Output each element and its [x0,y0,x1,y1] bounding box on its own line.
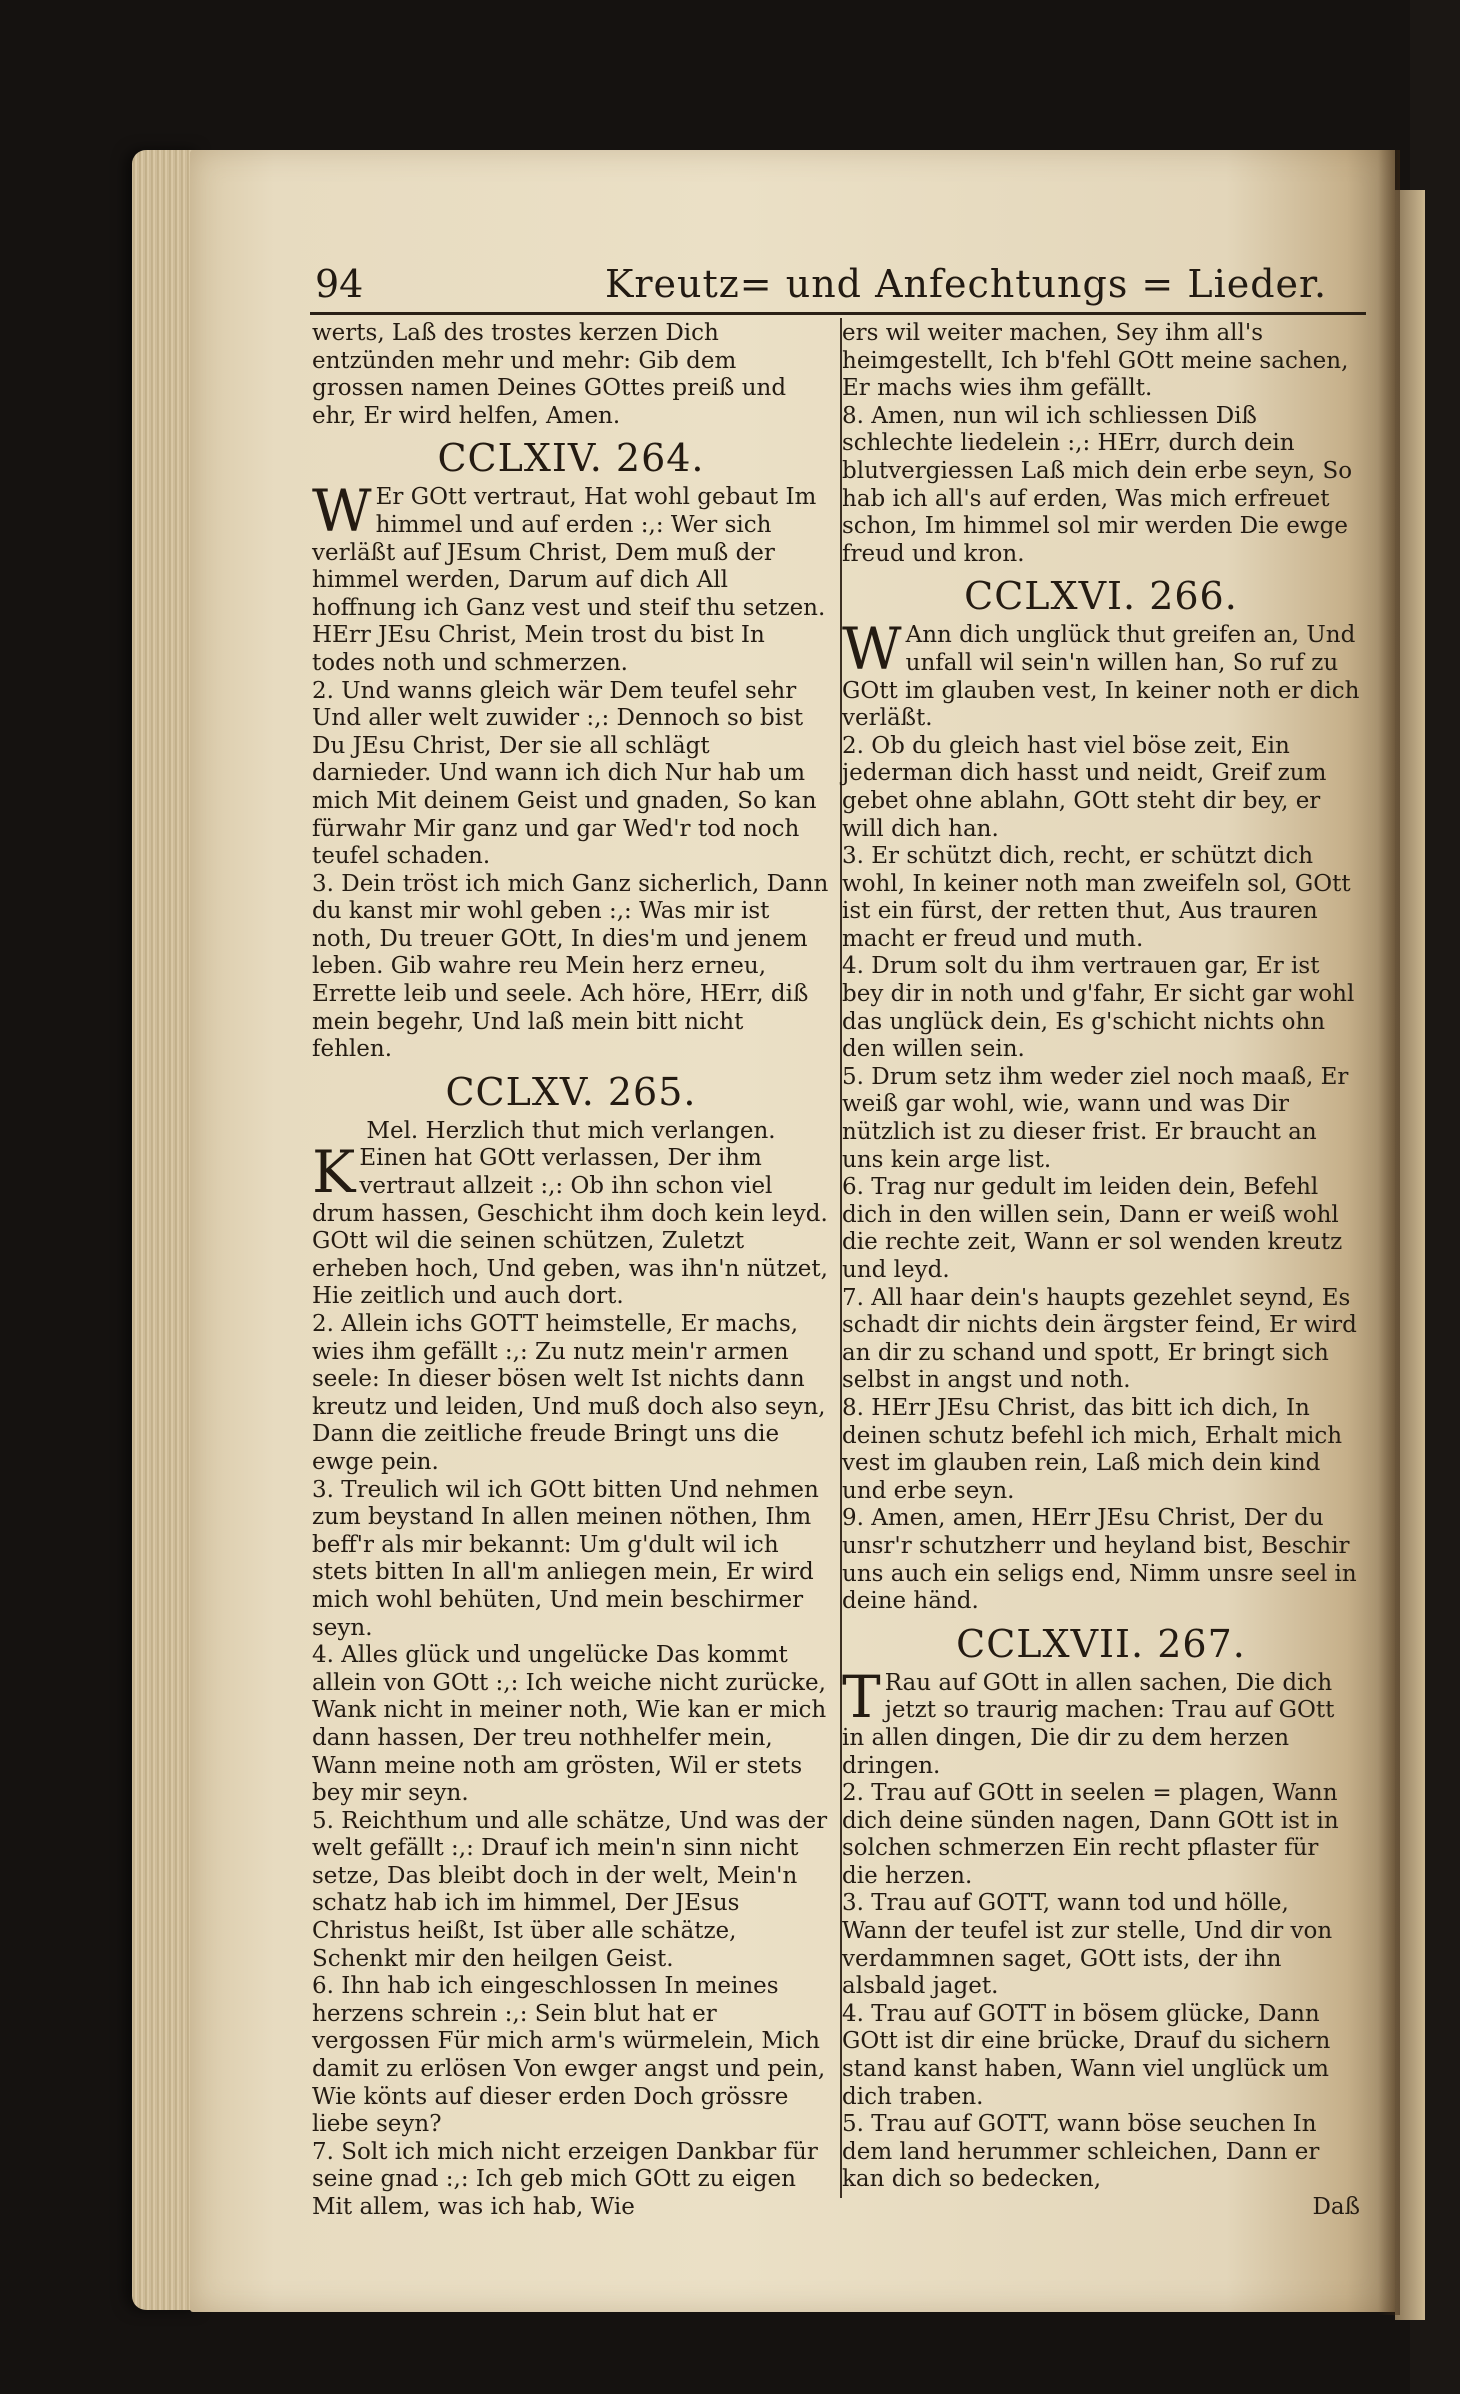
hymn-266-verse-8: 8. HErr JEsu Christ, das bitt ich dich, In deinen schutz befehl ich mich, Erhalt mich vest im glauben rein, Laß mich dein kind und erbe seyn. [842,1394,1343,1504]
hymn-266-verse-7: 7. All haar dein's haupts gezehlet seynd, Es schadt dir nichts dein ärgster feind, Er wird an dir zu schand und spott, Er bringt sich selbst in angst und noth. [842,1284,1357,1394]
hymn-265-verse-2: 2. Allein ichs GOTT heimstelle, Er machs, wies ihm gefällt :,: Zu nutz mein'r armen seele: In dieser bösen welt Ist nichts dann kreutz und leiden, Und muß doch also seyn, Dann die zeitliche freude Bringt uns die ewge pein. [312,1311,826,1475]
left-column [312,320,830,2222]
hymn-265-verse-3: 3. Treulich wil ich GOtt bitten Und nehmen zum beystand In allen meinen nöthen, Ihm beff'r als mir bekannt: Um g'dult wil ich stets bitten In all'm anliegen mein, Er wird mich wohl behüten, Und mein beschirmer seyn. [312,1476,819,1641]
hymn-265-number: CCLXV. 265. [445,1069,697,1114]
hymn-265-verse-1 [312,1138,830,1311]
hymn-266-verse-3: 3. Er schützt dich, recht, er schützt dich wohl, In keiner noth man zweifeln sol, GOtt ist ein fürst, der retten thut, Aus trauren macht er freud und muth. [842,843,1351,952]
dropcap: K [312,1138,356,1207]
hymn-267-verse-5: 5. Trau auf GOTT, wann böse seuchen In dem land herummer schleichen, Dann er kan dich so bedecken, [842,2111,1320,2193]
verse-text: Einen hat GOtt verlassen, Der ihm vertraut allzeit :,: Ob ihn schon viel drum hassen, Geschicht ihm doch kein leyd. GOtt wil die seinen schützen, Zuletzt erheben hoch, Und geben, was ihn'n nützet, Hie zeitlich und auch dort. [312,1145,828,1310]
hymn-267-number: CCLXVII. 267. [956,1621,1246,1666]
hymn-264-verse-1 [312,477,830,677]
page-number: 94 [315,262,364,306]
running-head: Kreutz= und Anfechtungs = Lieder. [605,262,1328,306]
verse-text: Rau auf GOtt in allen sachen, Die dich jetzt so traurig machen: Trau auf GOtt in allen dingen, Die dir zu dem herzen dringen. [842,1669,1335,1779]
hymn-264-verse-2: 2. Und wanns gleich wär Dem teufel sehr Und aller welt zuwider :,: Dennoch so bist Du JEsu Christ, Der sie all schlägt darnieder. Und wann ich dich Nur hab um mich Mit deinem Geist und gnaden, So kan fürwahr Mir ganz und gar Wed'r tod noch teufel schaden. [312,677,817,870]
verse-text: Er GOtt vertraut, Hat wohl gebaut Im himmel und auf erden :,: Wer sich verläßt auf JEsum Christ, Dem muß der himmel werden, Darum auf dich All hoffnung ich Ganz vest und steif thu setzen. HErr JEsu Christ, Mein trost du bist In todes noth und schmerzen. [312,484,826,676]
hymn-264-number: CCLXIV. 264. [437,436,705,481]
dropcap: W [842,615,902,684]
hymn-265-verse-8: 8. Amen, nun wil ich schliessen Diß schlechte liedelein :,: HErr, durch dein blutvergiessen Laß mich dein erbe seyn, So hab ich all's auf erden, Was mich erfreuet schon, Im himmel sol mir werden Die ewge freud und kron. [842,402,1353,567]
hymn-265-melody: Mel. Herzlich thut mich verlangen. [366,1117,776,1144]
hymn-266-verse-6: 6. Trag nur gedult im leiden dein, Befehl dich in den willen sein, Dann er weiß wohl die rechte zeit, Wann er sol wenden kreutz und leyd. [842,1174,1343,1283]
hymn-265-verse-4: 4. Alles glück und ungelücke Das kommt allein von GOtt :,: Ich weiche nicht zurücke, Wank nicht in meiner noth, Wie kan er mich dann hassen, Der treu nothhelfer mein, Wann meine noth am grösten, Wil er stets bey mir seyn. [312,1642,827,1807]
page-header [315,262,1365,312]
hymn-266-verse-5: 5. Drum setz ihm weder ziel noch maaß, Er weiß gar wohl, wie, wann und was Dir nützlich ist zu dieser frist. Er braucht an uns kein arge list. [842,1063,1349,1173]
intro-verse-end: werts, Laß des trostes kerzen Dich entzünden mehr und mehr: Gib dem grossen namen Deines GOttes preiß und ehr, Er wird helfen, Amen. [312,320,787,429]
header-rule [310,312,1366,315]
hymn-265-verse-5: 5. Reichthum und alle schätze, Und was der welt gefällt :,: Drauf ich mein'n sinn nicht setze, Das bleibt doch in der welt, Mein'n schatz hab ich im himmel, Der JEsus Christus heißt, Ist über alle schätze, Schenkt mir den heilgen Geist. [312,1807,828,1972]
dropcap: W [312,477,372,546]
hymn-265-verse-7: 7. Solt ich mich nicht erzeigen Dankbar für seine gnad :,: Ich geb mich GOtt zu eigen Mit allem, was ich hab, Wie [312,2138,818,2220]
hymn-267-verse-1 [842,1662,1360,1780]
hymn-267-verse-4: 4. Trau auf GOTT in bösem glücke, Dann GOtt ist dir eine brücke, Drauf du sichern stand kanst haben, Wann viel unglück um dich traben. [842,2000,1331,2110]
hymn-265-verse-7-cont: ers wil weiter machen, Sey ihm all's heimgestellt, Ich b'fehl GOtt meine sachen, Er machs wies ihm gefällt. [842,320,1349,402]
catchword: Daß [1312,2194,1360,2220]
hymn-267-verse-3: 3. Trau auf GOTT, wann tod und hölle, Wann der teufel ist zur stelle, Und dir von verdammnen saget, GOtt ists, der ihn alsbald jaget. [842,1890,1333,2000]
hymn-266-verse-1 [842,615,1360,732]
verse-text: Ann dich unglück thut greifen an, Und unfall wil sein'n willen han, So ruf zu GOtt im glauben vest, In keiner noth er dich verläßt. [842,622,1360,732]
hymn-267-verse-2: 2. Trau auf GOtt in seelen = plagen, Wann dich deine sünden nagen, Dann GOtt ist in solchen schmerzen Ein recht pflaster für die herzen. [842,1780,1339,1889]
hymn-266-verse-2: 2. Ob du gleich hast viel böse zeit, Ein jederman dich hasst und neidt, Greif zum gebet ohne ablahn, GOtt steht dir bey, er will dich han. [842,732,1327,842]
hymn-265-verse-6: 6. Ihn hab ich eingeschlossen In meines herzens schrein :,: Sein blut hat er vergossen Für mich arm's würmelein, Mich damit zu erlösen Von ewger angst und pein, Wie könts auf dieser erden Doch grössre liebe seyn? [312,1973,826,2138]
hymn-266-verse-9: 9. Amen, amen, HErr JEsu Christ, Der du unsr'r schutzherr und heyland bist, Beschir uns auch ein seligs end, Nimm unsre seel in deine händ. [842,1505,1357,1615]
dropcap: T [842,1662,881,1731]
hymn-266-verse-4: 4. Drum solt du ihm vertrauen gar, Er ist bey dir in noth und g'fahr, Er sicht gar wohl das unglück dein, Es g'schicht nichts ohn den willen sein. [842,953,1355,1063]
hymn-264-verse-3: 3. Dein tröst ich mich Ganz sicherlich, Dann du kanst mir wohl geben :,: Was mir ist noth, Du treuer GOtt, In dies'm und jenem leben. Gib wahre reu Mein herz erneu, Errette leib und seele. Ach höre, HErr, diß mein begehr, Und laß mein bitt nicht fehlen. [312,870,829,1063]
right-column [842,320,1360,2222]
binding-shadow [1378,150,1400,2315]
hymn-266-number: CCLXVI. 266. [964,574,1238,619]
